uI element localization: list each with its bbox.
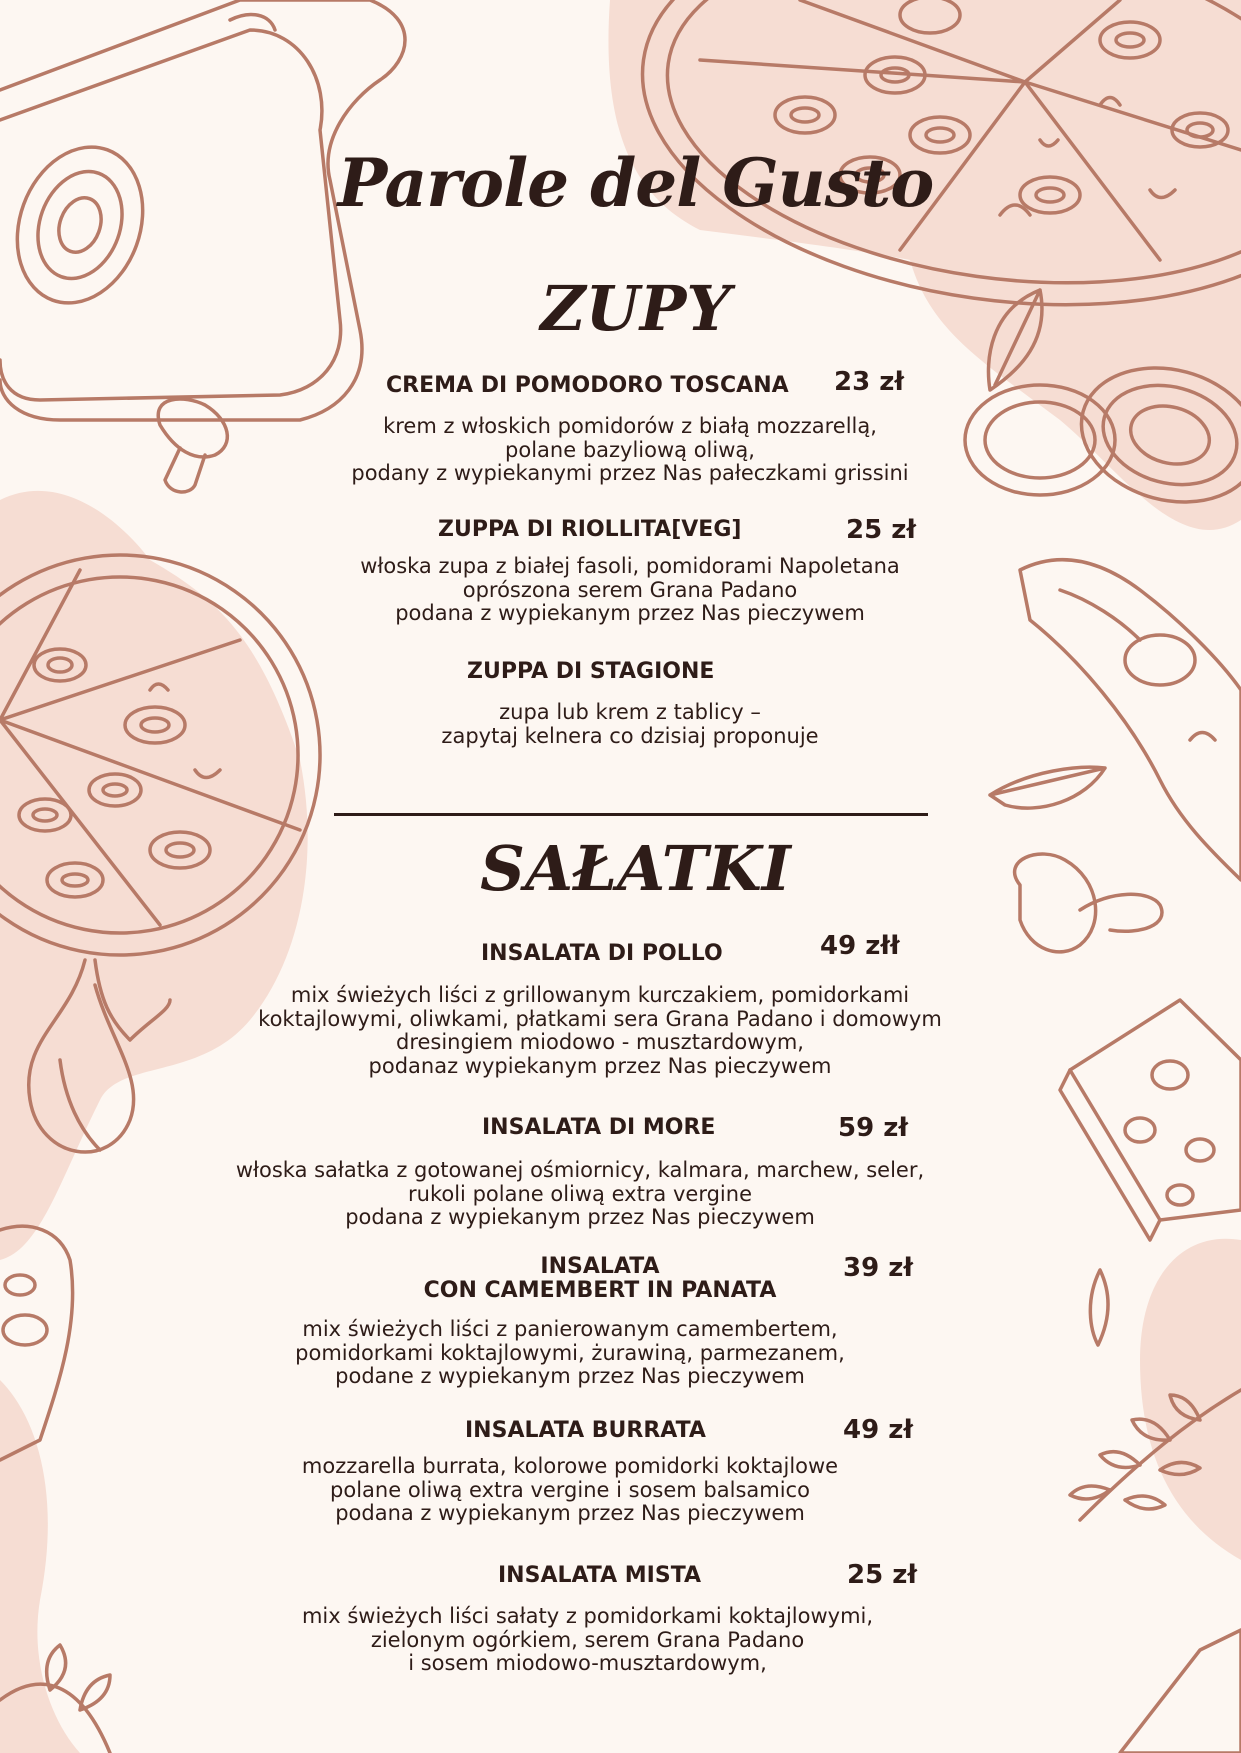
menu-item-price: 59 zł [838, 1113, 909, 1143]
menu-item-description: mozzarella burrata, kolorowe pomidorki koktajlowe polane oliwą extra vergine i sosem balsamico podana z wypiekanym przez Nas pieczywem [301, 1454, 839, 1525]
menu-item-description: mix świeżych liści z grillowanym kurczakiem, pomidorkami koktajlowymi, oliwkami, płatkami sera Grana Padano i domowym dresingiem miodowo - musztardowym, podanaz wypiekanym przez Nas pieczywem [258, 983, 942, 1078]
menu-item-name: ZUPPA DI RIOLLITA[VEG] [438, 517, 742, 542]
menu-item-name: ZUPPA DI STAGIONE [467, 659, 715, 684]
menu-item-name: INSALATA BURRATA [465, 1418, 706, 1443]
section-title-zupy: ZUPY [540, 272, 731, 345]
restaurant-name: Parole del Gusto [337, 144, 934, 222]
menu-item-name: CREMA DI POMODORO TOSCANA [386, 373, 789, 398]
menu-item-name: INSALATA DI POLLO [481, 941, 723, 966]
section-divider [334, 813, 928, 816]
menu-item-price: 39 zł [843, 1253, 914, 1283]
menu-item-description: mix świeżych liści sałaty z pomidorkami koktajlowymi, zielonym ogórkiem, serem Grana Padano i sosem miodowo-musztardowym, [301, 1604, 874, 1675]
menu-item-description: krem z włoskich pomidorów z białą mozzarellą, polane bazyliową oliwą, podany z wypiekanymi przez Nas pałeczkami grissini [351, 414, 909, 485]
menu-item-name: INSALATA DI MORE [482, 1115, 716, 1140]
menu-item-description: włoska sałatka z gotowanej ośmiornicy, kalmara, marchew, seler, rukoli polane oliwą extra vergine podana z wypiekanym przez Nas pieczywem [235, 1158, 925, 1229]
menu-item-name: INSALATA CON CAMEMBERT IN PANATA [423, 1254, 777, 1303]
menu-item-price: 25 zł [846, 515, 917, 545]
menu-item-name: INSALATA MISTA [498, 1563, 702, 1588]
menu-item-price: 25 zł [847, 1560, 918, 1590]
menu-item-description: zupa lub krem z tablicy – zapytaj kelnera co dzisiaj proponuje [441, 700, 819, 748]
menu-item-description: mix świeżych liści z panierowanym camembertem, pomidorkami koktajlowymi, żurawiną, parmezanem, podane z wypiekanym przez Nas pieczywem [295, 1317, 845, 1388]
section-title-salatki: SAŁATKI [480, 832, 791, 905]
pizza-slice-icon [1020, 560, 1241, 880]
menu-item-price: 49 zł [843, 1415, 914, 1445]
menu-item-price: 23 zł [834, 367, 905, 397]
menu-item-price: 49 złł [820, 931, 900, 961]
menu-item-description: włoska zupa z białej fasoli, pomidorami Napoletana oprószona serem Grana Padano podana z wypiekanym przez Nas pieczywem [360, 554, 900, 625]
